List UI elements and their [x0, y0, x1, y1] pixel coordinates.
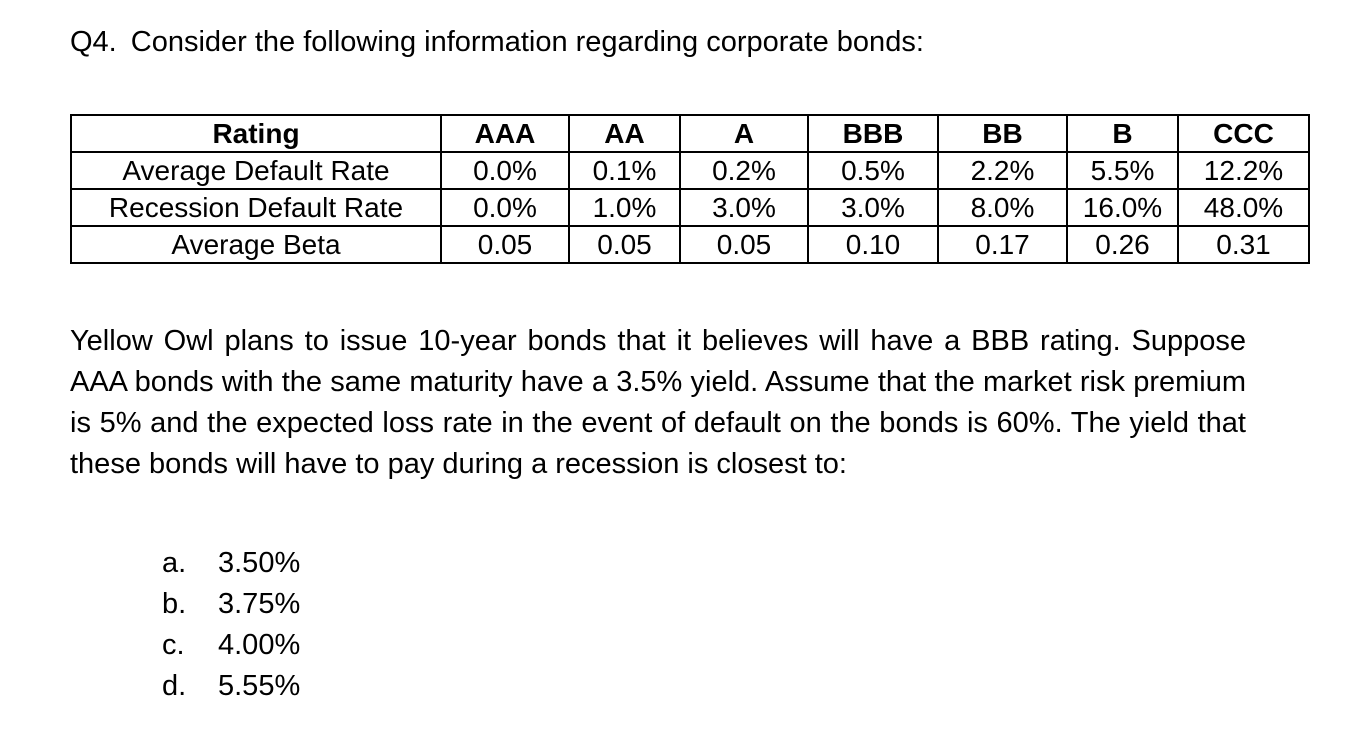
table-cell: 0.05: [569, 226, 680, 263]
rating-header-cell: A: [680, 115, 808, 152]
table-cell: 0.5%: [808, 152, 938, 189]
table-cell: 8.0%: [938, 189, 1067, 226]
table-cell: 3.0%: [808, 189, 938, 226]
rating-header-cell: CCC: [1178, 115, 1309, 152]
option-letter: c.: [162, 629, 185, 661]
table-cell: 12.2%: [1178, 152, 1309, 189]
table-header-row: [71, 115, 1309, 152]
table-cell: 2.2%: [938, 152, 1067, 189]
option-letter: a.: [162, 547, 187, 579]
question-title: [70, 22, 924, 62]
table-cell: 0.05: [441, 226, 569, 263]
table-cell: 0.10: [808, 226, 938, 263]
table-cell: 1.0%: [569, 189, 680, 226]
rating-header-cell: BB: [938, 115, 1067, 152]
table-cell: 0.0%: [441, 189, 569, 226]
table-cell: 0.2%: [680, 152, 808, 189]
table-cell: 3.0%: [680, 189, 808, 226]
answer-option-a[interactable]: [162, 543, 300, 584]
table-cell: 0.0%: [441, 152, 569, 189]
row-label: Recession Default Rate: [71, 189, 441, 226]
question-body-text: Yellow Owl plans to issue 10-year bonds that it believes will have a BBB rating. Suppose AAA bonds with the same maturity have a 3.5% yield. Assume that the market risk premium is 5% and the expected loss rate in the event of default on the bonds is 60%. The yield that these bonds will have to pay during a recession is closest to:: [70, 325, 1246, 480]
table-cell: 0.26: [1067, 226, 1178, 263]
answer-option-c[interactable]: [162, 625, 300, 666]
table-cell: 0.17: [938, 226, 1067, 263]
table-header-label: Rating: [71, 115, 441, 152]
table-cell: 0.31: [1178, 226, 1309, 263]
option-letter: d.: [162, 670, 187, 702]
option-text: 3.50%: [218, 547, 301, 579]
answer-options: [162, 543, 300, 707]
table-cell: 48.0%: [1178, 189, 1309, 226]
question-number: Q4.: [70, 26, 117, 58]
table-row: [71, 152, 1309, 189]
table-row: [71, 226, 1309, 263]
table-row: [71, 189, 1309, 226]
rating-header-cell: B: [1067, 115, 1178, 152]
rating-header-cell: AAA: [441, 115, 569, 152]
row-label: Average Default Rate: [71, 152, 441, 189]
option-letter: b.: [162, 588, 187, 620]
rating-header-cell: BBB: [808, 115, 938, 152]
answer-option-b[interactable]: [162, 584, 300, 625]
option-text: 4.00%: [218, 629, 301, 661]
row-label: Average Beta: [71, 226, 441, 263]
option-text: 5.55%: [218, 670, 301, 702]
table-cell: 0.1%: [569, 152, 680, 189]
option-text: 3.75%: [218, 588, 301, 620]
answer-option-d[interactable]: [162, 666, 300, 707]
question-prompt: Consider the following information regarding corporate bonds:: [130, 26, 924, 58]
bond-rating-table: [70, 114, 1310, 264]
table-cell: 16.0%: [1067, 189, 1178, 226]
rating-header-cell: AA: [569, 115, 680, 152]
table-cell: 0.05: [680, 226, 808, 263]
table-cell: 5.5%: [1067, 152, 1178, 189]
